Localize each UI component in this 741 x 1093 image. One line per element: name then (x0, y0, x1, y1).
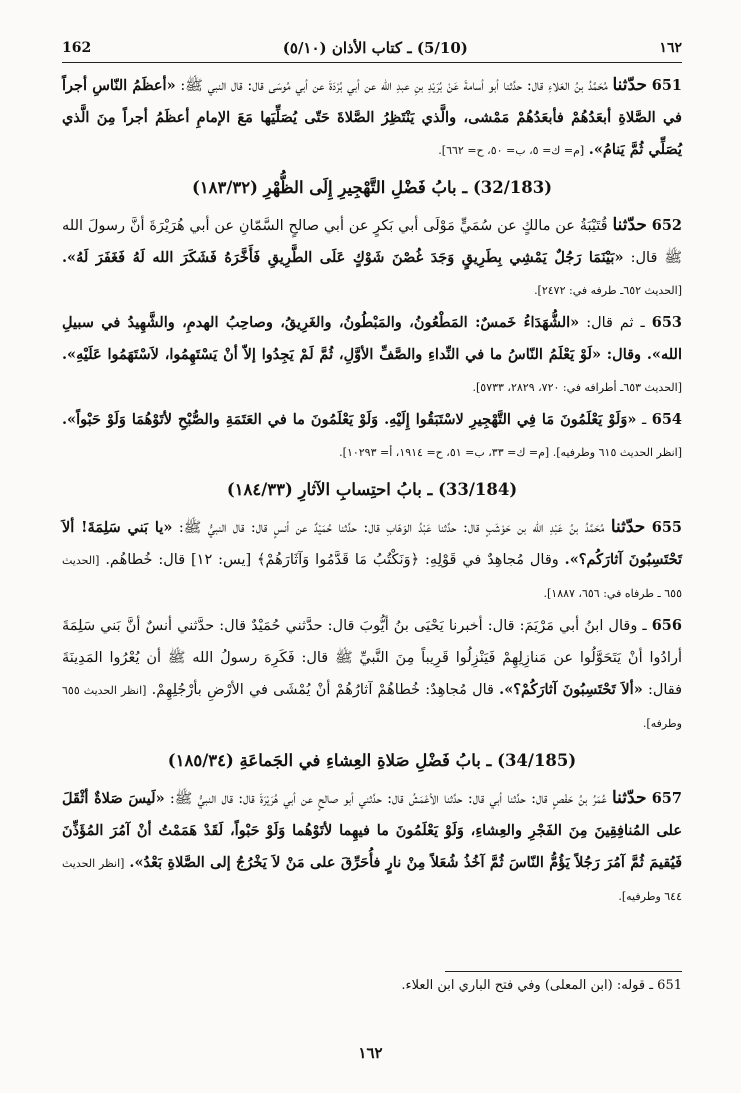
reference-text: [م= ك= ٥، ب= ٥٠، ح= ٦٦٢]. (438, 144, 585, 157)
reference-text: [الحديث ٦٥٣ـ أطرافه في: ٧٢٠، ٢٨٢٩، ٥٧٣٣]. (472, 381, 682, 394)
hadith-paragraph (62, 511, 682, 610)
isnad-text: ـ وقال ابنُ أبي مَرْيَمَ: قال: أخبرنا يَحْيَى بنُ أيُّوبَ قال: حدَّثني حُمَيْدٌ قال: حدَّثني أنسٌ أنَّ بَني سَلِمَةَ أرادُوا أنْ يَتَحَوَّلُوا عن مَنازِلِهِمْ فَيَنْزِلُوا قَرِيباً مِنَ النَّبيِّ ﷺ قال: فَكَرِهَ رسولُ الله ﷺ أن يُعْرُوا المَدِينَةَ فقال: (62, 618, 683, 698)
hadith-number: 653 (651, 314, 683, 331)
hadith-paragraph (62, 209, 682, 307)
chapter-heading: (33/184) ـ بابُ احتِسابِ الآثارِ (١٨٤/٣٣) (226, 480, 518, 499)
isnad-text: ـ ثم قال: (586, 315, 645, 331)
chapter-heading: (34/185) ـ بابُ فَضْلِ صَلاةِ العِشاءِ في الجَماعَةِ (١٨٥/٣٤) (167, 751, 577, 770)
lead-word: حدّثنا (610, 517, 646, 537)
chapter-heading: (32/183) ـ بابُ فَضْلِ التَّهْجِيرِ إِلَى الظُّهْرِ (١٨٣/٣٢) (191, 178, 553, 197)
hadith-number: 652 (651, 217, 683, 234)
isnad-text: مُحَمَّدُ بنُ عَبْدِ الله بن حَوْشَبٍ قال: حدَّثنا عَبْدُ الوَهّابِ قال: حدَّثنا حُمَيْدٌ عن أنسٍ قال: قال النبيُّ ﷺ: (178, 520, 605, 536)
hadith-paragraph (62, 610, 682, 740)
lead-word: حدّثنا (611, 788, 647, 808)
hadith-number: 655 (651, 519, 683, 536)
page-header (62, 34, 682, 63)
isnad-text: ـ (641, 412, 647, 428)
hadith-text: «الشُّهَدَاءُ خَمسٌ: المَطْعُونُ، والمَبْطُونُ، والغَرِيقُ، وصاحِبُ الهدمِ، والشَّهِيدُ في سبيلِ الله». وقال: «لَوْ يَعْلَمُ النّاسُ ما في النِّداءِ والصَّفِّ الأوَّلِ، ثُمَّ لَمْ يَجِدُوا إلاّ أنْ يَسْتَهِمُوا، لاَسْتَهَمُوا عَلَيْهِ». (62, 314, 682, 363)
running-title: (5/10) ـ كتاب الأذان (٥/١٠) (282, 39, 468, 57)
isnad-text: قُتَيْبَةُ عن مالكٍ عن سُمَيٍّ مَوْلَى أبي بَكرٍ عن أبي صالحٍ السَّمّانِ عن أبي هُرَيْرَةَ أنَّ رسولَ الله ﷺ قال: (62, 218, 683, 266)
commentary-text: وقال مُجاهِدٌ في قَوْلِهِ: ﴿وَنَكْتُبُ مَا قَدَّمُوا وَآثَارَهُمْ﴾ [يس: ١٢] قال: خُطاهُم. (105, 552, 559, 568)
hadith-number: 656 (651, 617, 682, 634)
hadith-paragraph (62, 307, 682, 404)
hadith-text: «أعظَمُ النّاسِ أجراً في الصَّلاةِ أبعَدُهُمْ فأبعَدُهُمْ مَمْشى، والَّذي يَنْتَظِرُ الصَّلاةَ حَتّى يُصَلِّيَها مَعَ الإمامِ أعظَمُ أجراً مِنَ الَّذي يُصَلِّي ثُمَّ يَنامُ». (62, 77, 682, 158)
commentary-text: قال مُجاهِدٌ: خُطاهُمْ آثارُهُمْ أنْ يُمْشَى في الأرْضِ بأرْجُلِهِمْ. (151, 682, 494, 698)
hadith-paragraph (62, 69, 682, 167)
hadith-text: «لَيسَ صَلاةٌ أثْقَلَ على المُنافِقِينَ مِنَ الفَجْرِ والعِشاءِ، وَلَوْ يَعْلَمُونَ ما فيهِما لأتَوْهُما وَلَوْ حَبْواً، لَقَدْ هَمَمْتُ أنْ آمُرَ المُؤَذِّنَ فَيُقيمَ ثُمَّ آمُرَ رَجُلاً يَؤُمُّ النّاسَ ثُمَّ آخُذُ شُعَلاً مِنْ نارٍ فأُحَرِّقَ على مَنْ لاَ يَخْرُجُ إلى الصَّلاةِ بَعْدُ». (62, 790, 682, 871)
page-body (62, 34, 682, 913)
lead-word: حدّثنا (612, 215, 647, 235)
reference-text: [انظر الحديث ٦٥٥ وطرفه]. (62, 684, 682, 730)
content (62, 69, 682, 913)
hadith-paragraph (62, 404, 682, 469)
hadith-text: «وَلَوْ يَعْلَمُونَ مَا فِي التَّهْجِيرِ لاسْتَبَقُوا إِلَيْهِ. وَلَوْ يَعْلَمُونَ ما في العَتَمَةِ والصُّبْحِ لأتَوْهُمَا وَلَوْ حَبْواً». (62, 411, 637, 428)
hadith-text: «ألاَ تَحْتَسِبُونَ آثارَكُمْ؟». (499, 681, 643, 698)
isnad-text: مُحَمَّدُ بنُ العَلاءِ قال: حدَّثنا أبو أسامةَ عَنْ بُرَيْدِ بنِ عبدِ الله عن أبي بُرْدَةَ عن أبي مُوسَى قال: قال النبي ﷺ: (180, 78, 608, 94)
hadith-paragraph (62, 782, 682, 913)
page-number-arabic: ١٦٢ (659, 40, 682, 56)
hadith-number: 654 (651, 411, 683, 428)
isnad-text: عُمَرُ بنُ حَفْصٍ قال: حدَّثنا أبي قال: حدَّثنا الأعْمَشُ قال: حدَّثني أبو صالحٍ عن أبي هُرَيْرَةَ قال: قال النبيُّ ﷺ: (169, 791, 607, 807)
reference-text: [الحديث ٦٥٥ ـ طرفاه في: ٦٥٦، ١٨٨٧]. (62, 554, 682, 600)
hadith-number: 651 (651, 77, 683, 94)
page-number-latin: 162 (62, 40, 92, 56)
reference-text: [انظر الحديث ٦١٥ وطرفيه]. [م= ك= ٣٣، ب= ٥١، ح= ١٩١٤، أ= ١٠٢٩٣]. (339, 446, 682, 459)
footnote-divider (445, 971, 682, 972)
footer-page-number: ١٦٢ (358, 1044, 383, 1062)
hadith-text: «يا بَني سَلِمَةَ! ألاَ تَحْتَسِبُونَ آثارَكُم؟». (62, 519, 683, 568)
hadith-text: «بَيْنَمَا رَجُلٌ يَمْشِي بِطَرِيقٍ وَجَدَ غُصْنَ شَوْكٍ عَلَى الطَّرِيقِ فَأَخَّرَهُ فَشَكَرَ الله لَهُ فَغَفَرَ لَهُ». (62, 249, 624, 266)
reference-text: [الحديث ٦٥٢ـ طرفه في: ٢٤٧٢]. (534, 284, 682, 297)
reference-text: [انظر الحديث ٦٤٤ وطرفيه]. (62, 857, 682, 903)
footnote: 651 ـ قوله: (ابن المعلى) وفي فتح الباري ابن العلاء. (401, 978, 682, 993)
hadith-number: 657 (651, 790, 682, 807)
lead-word: حدّثنا (612, 75, 647, 95)
